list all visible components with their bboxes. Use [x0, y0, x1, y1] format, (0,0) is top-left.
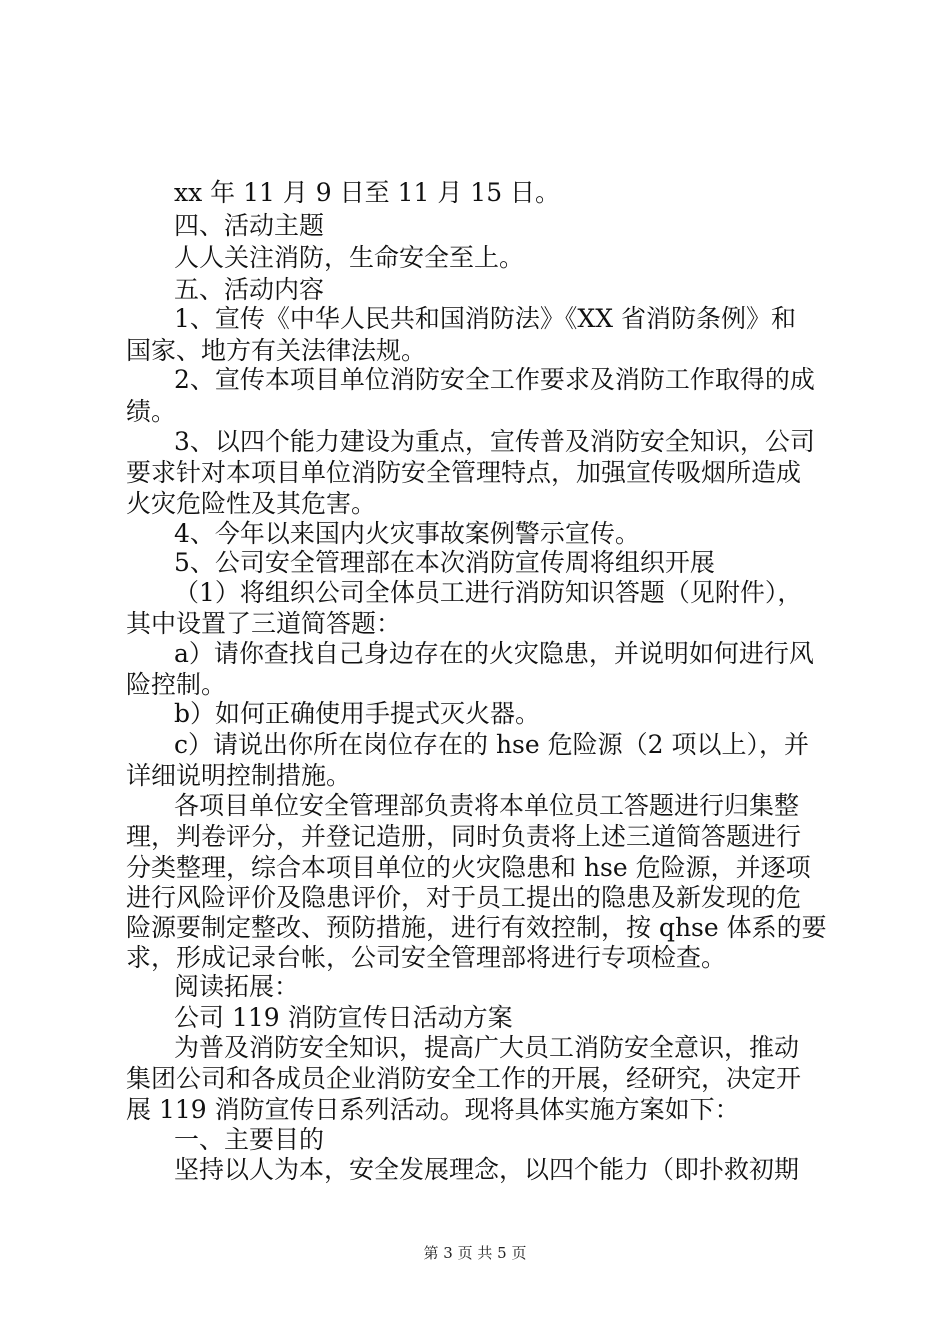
text-line: 4、今年以来国内火灾事故案例警示宣传。	[174, 519, 640, 548]
text-line: 2、宣传本项目单位消防安全工作要求及消防工作取得的成	[174, 365, 815, 394]
text-line: xx 年 11 月 9 日至 11 月 15 日。	[174, 178, 561, 207]
text-line: 各项目单位安全管理部负责将本单位员工答题进行归集整	[174, 791, 800, 820]
text-line: 分类整理，综合本项目单位的火灾隐患和 hse 危险源，并逐项	[126, 853, 811, 882]
subtitle: 公司 119 消防宣传日活动方案	[174, 1003, 513, 1032]
text-line: （1）将组织公司全体员工进行消防知识答题（见附件），	[174, 578, 803, 607]
page-number: 第 3 页 共 5 页	[423, 1244, 527, 1262]
text-line: 险源要制定整改、预防措施，进行有效控制，按 qhse 体系的要	[126, 913, 827, 942]
text-line: 集团公司和各成员企业消防安全工作的开展，经研究，决定开	[126, 1064, 802, 1093]
text-line: 5、公司安全管理部在本次消防宣传周将组织开展	[174, 548, 715, 577]
text-line: b）如何正确使用手提式灭火器。	[174, 699, 541, 728]
text-line: 要求针对本项目单位消防安全管理特点，加强宣传吸烟所造成	[126, 458, 802, 487]
text-line: 展 119 消防宣传日系列活动。现将具体实施方案如下：	[126, 1095, 740, 1124]
text-line: 详细说明控制措施。	[126, 761, 352, 790]
text-line: 国家、地方有关法律法规。	[126, 336, 427, 365]
text-line: 求，形成记录台帐，公司安全管理部将进行专项检查。	[126, 943, 727, 972]
section-heading: 五、活动内容	[174, 275, 325, 304]
section-heading: 四、活动主题	[174, 211, 325, 240]
text-line: 绩。	[126, 397, 177, 426]
text-line: c）请说出你所在岗位存在的 hse 危险源（2 项以上），并	[174, 730, 809, 759]
text-line: 1、宣传《中华人民共和国消防法》《XX 省消防条例》和	[174, 304, 796, 333]
text-line: 理，判卷评分，并登记造册，同时负责将上述三道简答题进行	[126, 822, 802, 851]
text-line: 3、以四个能力建设为重点，宣传普及消防安全知识，公司	[174, 427, 815, 456]
text-line: 坚持以人为本，安全发展理念，以四个能力（即扑救初期	[174, 1155, 800, 1184]
text-line: a）请你查找自己身边存在的火灾隐患，并说明如何进行风	[174, 639, 814, 668]
text-line: 进行风险评价及隐患评价，对于员工提出的隐患及新发现的危	[126, 883, 802, 912]
text-line: 人人关注消防，生命安全至上。	[174, 243, 525, 272]
section-heading: 一、主要目的	[174, 1125, 325, 1154]
text-line: 阅读拓展：	[174, 972, 300, 1001]
text-line: 为普及消防安全知识，提高广大员工消防安全意识，推动	[174, 1033, 800, 1062]
text-line: 其中设置了三道简答题：	[126, 609, 402, 638]
text-line: 险控制。	[126, 670, 227, 699]
text-line: 火灾危险性及其危害。	[126, 489, 377, 518]
